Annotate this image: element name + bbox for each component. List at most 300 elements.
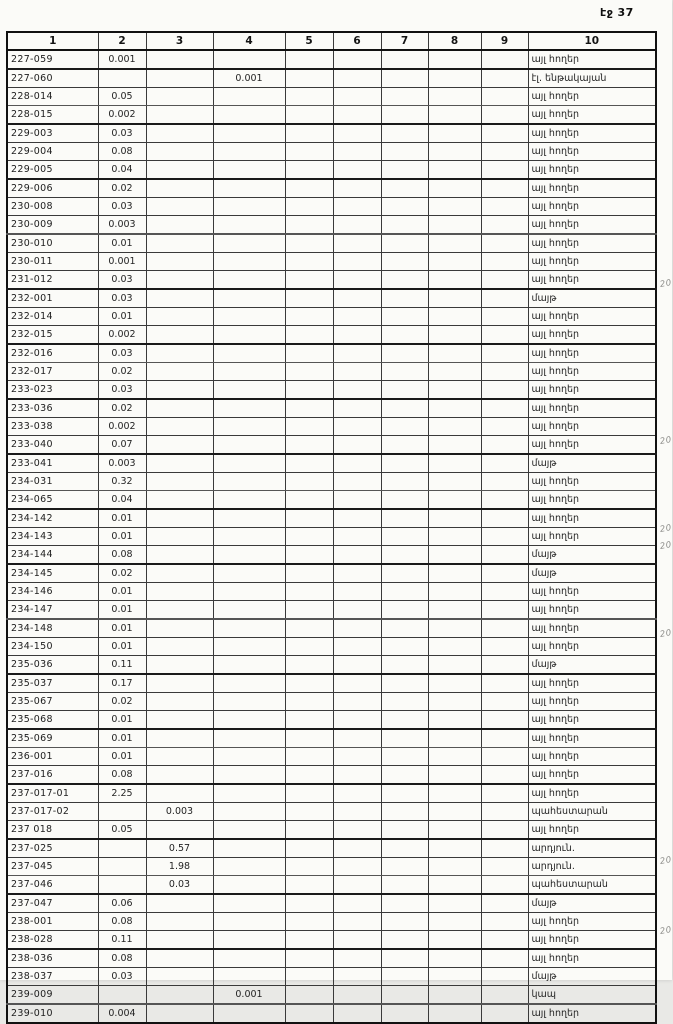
value-cell	[333, 913, 381, 931]
parcel-id-cell: 238-036	[7, 949, 98, 968]
value-cell	[146, 693, 213, 711]
value-cell: 1.98	[146, 858, 213, 876]
value-cell	[146, 601, 213, 620]
parcel-id-cell: 231-012	[7, 271, 98, 290]
value-cell	[285, 69, 333, 88]
land-use-cell: այլ հողեր	[528, 473, 656, 491]
table-row	[7, 931, 656, 950]
value-cell	[285, 509, 333, 528]
value-cell	[333, 50, 381, 69]
value-cell	[381, 399, 428, 418]
value-cell	[381, 271, 428, 290]
value-cell	[146, 143, 213, 161]
value-cell	[381, 88, 428, 106]
value-cell	[428, 418, 481, 436]
value-cell	[333, 784, 381, 803]
value-cell	[333, 693, 381, 711]
value-cell	[146, 436, 213, 455]
value-cell	[428, 968, 481, 986]
value-cell	[381, 106, 428, 125]
land-use-cell: այլ հողեր	[528, 234, 656, 253]
value-cell	[428, 564, 481, 583]
value-cell	[285, 124, 333, 143]
value-cell	[213, 839, 285, 858]
value-cell	[381, 839, 428, 858]
value-cell	[333, 454, 381, 473]
table-row	[7, 876, 656, 895]
land-use-cell: այլ հողեր	[528, 363, 656, 381]
value-cell	[146, 491, 213, 510]
table-row	[7, 216, 656, 235]
value-cell	[285, 528, 333, 546]
value-cell	[428, 766, 481, 785]
table-row	[7, 326, 656, 345]
value-cell	[146, 656, 213, 675]
land-use-cell: այլ հողեր	[528, 729, 656, 748]
value-cell	[285, 968, 333, 986]
value-cell	[285, 436, 333, 455]
parcel-id-cell: 237-047	[7, 894, 98, 913]
land-use-cell: այլ հողեր	[528, 198, 656, 216]
value-cell	[428, 839, 481, 858]
land-use-cell: այլ հողեր	[528, 619, 656, 638]
value-cell	[481, 656, 528, 675]
value-cell	[285, 271, 333, 290]
land-use-cell: պահեստարան	[528, 803, 656, 821]
parcel-id-cell: 234-031	[7, 473, 98, 491]
value-cell	[381, 913, 428, 931]
table-body	[7, 50, 656, 1023]
land-use-cell: այլ հողեր	[528, 106, 656, 125]
value-cell: 0.002	[98, 326, 146, 345]
value-cell	[333, 381, 381, 400]
value-cell	[333, 546, 381, 565]
value-cell	[381, 216, 428, 235]
parcel-id-cell: 229-004	[7, 143, 98, 161]
land-use-cell: արդյուն.	[528, 858, 656, 876]
value-cell	[428, 344, 481, 363]
parcel-id-cell: 237-045	[7, 858, 98, 876]
land-use-cell: կապ	[528, 986, 656, 1005]
value-cell	[213, 436, 285, 455]
value-cell	[481, 601, 528, 620]
column-header-10: 10	[528, 32, 656, 50]
table-row	[7, 729, 656, 748]
value-cell: 0.05	[98, 88, 146, 106]
value-cell	[98, 876, 146, 895]
value-cell	[333, 858, 381, 876]
value-cell: 0.01	[98, 619, 146, 638]
land-use-cell: այլ հողեր	[528, 711, 656, 730]
value-cell	[381, 69, 428, 88]
value-cell	[333, 143, 381, 161]
handwritten-margin-note: 20	[659, 540, 673, 553]
value-cell	[146, 564, 213, 583]
value-cell	[381, 326, 428, 345]
land-use-cell: պահեստարան	[528, 876, 656, 895]
table-row	[7, 564, 656, 583]
value-cell	[213, 271, 285, 290]
table-row	[7, 344, 656, 363]
column-header-6: 6	[333, 32, 381, 50]
value-cell	[481, 803, 528, 821]
value-cell	[333, 473, 381, 491]
value-cell	[381, 968, 428, 986]
value-cell	[381, 619, 428, 638]
table-row	[7, 619, 656, 638]
value-cell	[333, 949, 381, 968]
value-cell	[285, 161, 333, 180]
value-cell	[146, 69, 213, 88]
value-cell	[381, 1004, 428, 1023]
value-cell	[481, 271, 528, 290]
land-use-cell: այլ հողեր	[528, 583, 656, 601]
parcel-id-cell: 230-008	[7, 198, 98, 216]
value-cell	[285, 418, 333, 436]
parcel-id-cell: 229-005	[7, 161, 98, 180]
table-row	[7, 491, 656, 510]
handwritten-margin-note: 20	[659, 522, 673, 535]
parcel-id-cell: 237-025	[7, 839, 98, 858]
land-use-cell: այլ հողեր	[528, 693, 656, 711]
value-cell: 0.08	[98, 913, 146, 931]
value-cell: 0.03	[98, 289, 146, 308]
value-cell	[333, 656, 381, 675]
value-cell: 0.03	[98, 344, 146, 363]
value-cell	[213, 583, 285, 601]
parcel-id-cell: 228-015	[7, 106, 98, 125]
value-cell	[428, 436, 481, 455]
value-cell: 0.11	[98, 656, 146, 675]
land-use-cell: այլ հողեր	[528, 821, 656, 840]
value-cell	[285, 766, 333, 785]
table-row	[7, 69, 656, 88]
land-use-cell: այլ հողեր	[528, 161, 656, 180]
value-cell	[481, 986, 528, 1005]
parcel-id-cell: 234-144	[7, 546, 98, 565]
value-cell	[285, 491, 333, 510]
value-cell: 0.01	[98, 729, 146, 748]
column-header-8: 8	[428, 32, 481, 50]
value-cell	[333, 271, 381, 290]
value-cell	[146, 619, 213, 638]
parcel-id-cell: 234-145	[7, 564, 98, 583]
parcel-id-cell: 232-017	[7, 363, 98, 381]
value-cell	[285, 821, 333, 840]
value-cell	[146, 253, 213, 271]
value-cell	[213, 308, 285, 326]
value-cell	[285, 693, 333, 711]
land-use-cell: այլ հողեր	[528, 784, 656, 803]
table-row	[7, 289, 656, 308]
value-cell	[428, 308, 481, 326]
land-use-cell: այլ հողեր	[528, 1004, 656, 1023]
value-cell	[481, 839, 528, 858]
value-cell	[146, 784, 213, 803]
value-cell	[428, 583, 481, 601]
value-cell	[481, 546, 528, 565]
value-cell	[285, 50, 333, 69]
value-cell	[213, 931, 285, 950]
value-cell	[333, 601, 381, 620]
value-cell	[481, 253, 528, 271]
parcel-id-cell: 228-014	[7, 88, 98, 106]
land-use-cell: մայթ	[528, 454, 656, 473]
value-cell	[285, 454, 333, 473]
value-cell	[481, 289, 528, 308]
value-cell	[333, 106, 381, 125]
table-row	[7, 894, 656, 913]
value-cell	[428, 711, 481, 730]
value-cell	[213, 546, 285, 565]
value-cell: 0.08	[98, 546, 146, 565]
parcel-id-cell: 230-011	[7, 253, 98, 271]
value-cell	[481, 894, 528, 913]
value-cell	[428, 1004, 481, 1023]
value-cell: 0.08	[98, 949, 146, 968]
value-cell: 0.08	[98, 766, 146, 785]
value-cell	[428, 784, 481, 803]
value-cell	[428, 161, 481, 180]
value-cell: 0.01	[98, 528, 146, 546]
value-cell	[213, 656, 285, 675]
value-cell: 0.001	[98, 253, 146, 271]
value-cell	[285, 638, 333, 656]
table-row	[7, 399, 656, 418]
value-cell	[381, 253, 428, 271]
value-cell	[213, 638, 285, 656]
value-cell	[481, 949, 528, 968]
value-cell	[146, 986, 213, 1005]
value-cell	[98, 839, 146, 858]
value-cell	[213, 528, 285, 546]
value-cell	[333, 876, 381, 895]
handwritten-margin-note: 20	[659, 435, 673, 448]
value-cell	[146, 50, 213, 69]
value-cell	[213, 289, 285, 308]
table-row	[7, 363, 656, 381]
value-cell	[428, 326, 481, 345]
value-cell	[481, 308, 528, 326]
value-cell: 0.03	[98, 381, 146, 400]
value-cell	[146, 766, 213, 785]
value-cell	[285, 1004, 333, 1023]
value-cell: 0.01	[98, 234, 146, 253]
value-cell: 0.001	[213, 69, 285, 88]
column-header-9: 9	[481, 32, 528, 50]
table-row	[7, 143, 656, 161]
table-row	[7, 949, 656, 968]
parcel-id-cell: 234-142	[7, 509, 98, 528]
value-cell	[333, 509, 381, 528]
value-cell	[146, 674, 213, 693]
value-cell: 0.02	[98, 564, 146, 583]
value-cell	[428, 748, 481, 766]
table-row	[7, 418, 656, 436]
parcel-id-cell: 230-010	[7, 234, 98, 253]
value-cell	[213, 50, 285, 69]
value-cell: 0.03	[98, 124, 146, 143]
table-row	[7, 436, 656, 455]
value-cell	[285, 143, 333, 161]
value-cell	[381, 638, 428, 656]
value-cell	[381, 931, 428, 950]
column-header-4: 4	[213, 32, 285, 50]
value-cell	[213, 509, 285, 528]
value-cell	[333, 528, 381, 546]
value-cell	[428, 674, 481, 693]
value-cell	[213, 803, 285, 821]
value-cell	[381, 546, 428, 565]
value-cell: 0.07	[98, 436, 146, 455]
value-cell	[146, 179, 213, 198]
value-cell	[381, 766, 428, 785]
column-header-3: 3	[146, 32, 213, 50]
land-use-cell: այլ հողեր	[528, 216, 656, 235]
parcel-id-cell: 235-068	[7, 711, 98, 730]
value-cell	[333, 638, 381, 656]
value-cell	[381, 436, 428, 455]
parcel-id-cell: 229-003	[7, 124, 98, 143]
value-cell	[146, 161, 213, 180]
table-row	[7, 161, 656, 180]
value-cell	[381, 179, 428, 198]
value-cell	[333, 674, 381, 693]
value-cell: 0.03	[98, 271, 146, 290]
value-cell	[481, 638, 528, 656]
value-cell	[285, 198, 333, 216]
table-row	[7, 601, 656, 620]
value-cell	[146, 528, 213, 546]
value-cell	[146, 894, 213, 913]
value-cell	[428, 803, 481, 821]
value-cell: 0.01	[98, 711, 146, 730]
value-cell	[481, 234, 528, 253]
value-cell	[146, 381, 213, 400]
column-header-2: 2	[98, 32, 146, 50]
table-row	[7, 986, 656, 1005]
land-use-cell: այլ հողեր	[528, 271, 656, 290]
value-cell	[481, 968, 528, 986]
table-row	[7, 784, 656, 803]
value-cell	[428, 693, 481, 711]
land-use-cell: այլ հողեր	[528, 949, 656, 968]
value-cell: 0.003	[98, 454, 146, 473]
land-use-cell: մայթ	[528, 546, 656, 565]
value-cell	[146, 106, 213, 125]
value-cell	[146, 473, 213, 491]
parcel-id-cell: 237-046	[7, 876, 98, 895]
value-cell	[381, 143, 428, 161]
land-use-cell: այլ հողեր	[528, 491, 656, 510]
value-cell	[481, 179, 528, 198]
value-cell	[333, 124, 381, 143]
value-cell	[428, 198, 481, 216]
handwritten-margin-note: 20	[659, 277, 673, 290]
value-cell	[285, 619, 333, 638]
value-cell	[428, 454, 481, 473]
page-number-label: էջ 37	[600, 6, 634, 19]
value-cell	[333, 69, 381, 88]
parcel-id-cell: 237-017-01	[7, 784, 98, 803]
table-row	[7, 803, 656, 821]
table-row	[7, 656, 656, 675]
value-cell	[481, 619, 528, 638]
land-use-cell: այլ հողեր	[528, 124, 656, 143]
value-cell	[146, 968, 213, 986]
value-cell	[481, 216, 528, 235]
value-cell	[285, 234, 333, 253]
value-cell	[381, 711, 428, 730]
parcel-id-cell: 232-015	[7, 326, 98, 345]
value-cell	[481, 674, 528, 693]
value-cell	[213, 418, 285, 436]
value-cell: 0.04	[98, 491, 146, 510]
value-cell: 0.04	[98, 161, 146, 180]
value-cell	[146, 748, 213, 766]
value-cell	[381, 381, 428, 400]
value-cell	[285, 949, 333, 968]
value-cell	[146, 344, 213, 363]
table-row	[7, 821, 656, 840]
value-cell	[285, 399, 333, 418]
value-cell	[146, 289, 213, 308]
land-use-cell: այլ հողեր	[528, 748, 656, 766]
value-cell: 0.02	[98, 179, 146, 198]
value-cell	[481, 143, 528, 161]
land-use-cell: այլ հողեր	[528, 143, 656, 161]
value-cell	[285, 564, 333, 583]
value-cell	[146, 1004, 213, 1023]
value-cell	[428, 50, 481, 69]
value-cell	[381, 509, 428, 528]
value-cell	[213, 216, 285, 235]
value-cell	[146, 949, 213, 968]
value-cell	[481, 418, 528, 436]
value-cell	[285, 546, 333, 565]
value-cell	[428, 949, 481, 968]
value-cell	[428, 509, 481, 528]
value-cell	[381, 289, 428, 308]
value-cell	[381, 528, 428, 546]
value-cell	[381, 858, 428, 876]
land-use-cell: այլ հողեր	[528, 418, 656, 436]
value-cell	[285, 583, 333, 601]
value-cell	[481, 106, 528, 125]
table-row	[7, 381, 656, 400]
value-cell	[428, 271, 481, 290]
parcel-id-cell: 238-001	[7, 913, 98, 931]
value-cell	[333, 1004, 381, 1023]
value-cell	[333, 729, 381, 748]
value-cell	[481, 876, 528, 895]
parcel-id-cell: 239-009	[7, 986, 98, 1005]
value-cell	[333, 986, 381, 1005]
value-cell	[428, 216, 481, 235]
land-use-cell: մայթ	[528, 968, 656, 986]
parcel-id-cell: 238-028	[7, 931, 98, 950]
value-cell	[381, 564, 428, 583]
value-cell	[481, 161, 528, 180]
value-cell	[285, 106, 333, 125]
value-cell: 0.11	[98, 931, 146, 950]
value-cell	[333, 198, 381, 216]
handwritten-margin-note: 20	[659, 925, 673, 938]
land-use-cell: այլ հողեր	[528, 253, 656, 271]
value-cell	[146, 216, 213, 235]
value-cell	[213, 363, 285, 381]
value-cell	[213, 161, 285, 180]
